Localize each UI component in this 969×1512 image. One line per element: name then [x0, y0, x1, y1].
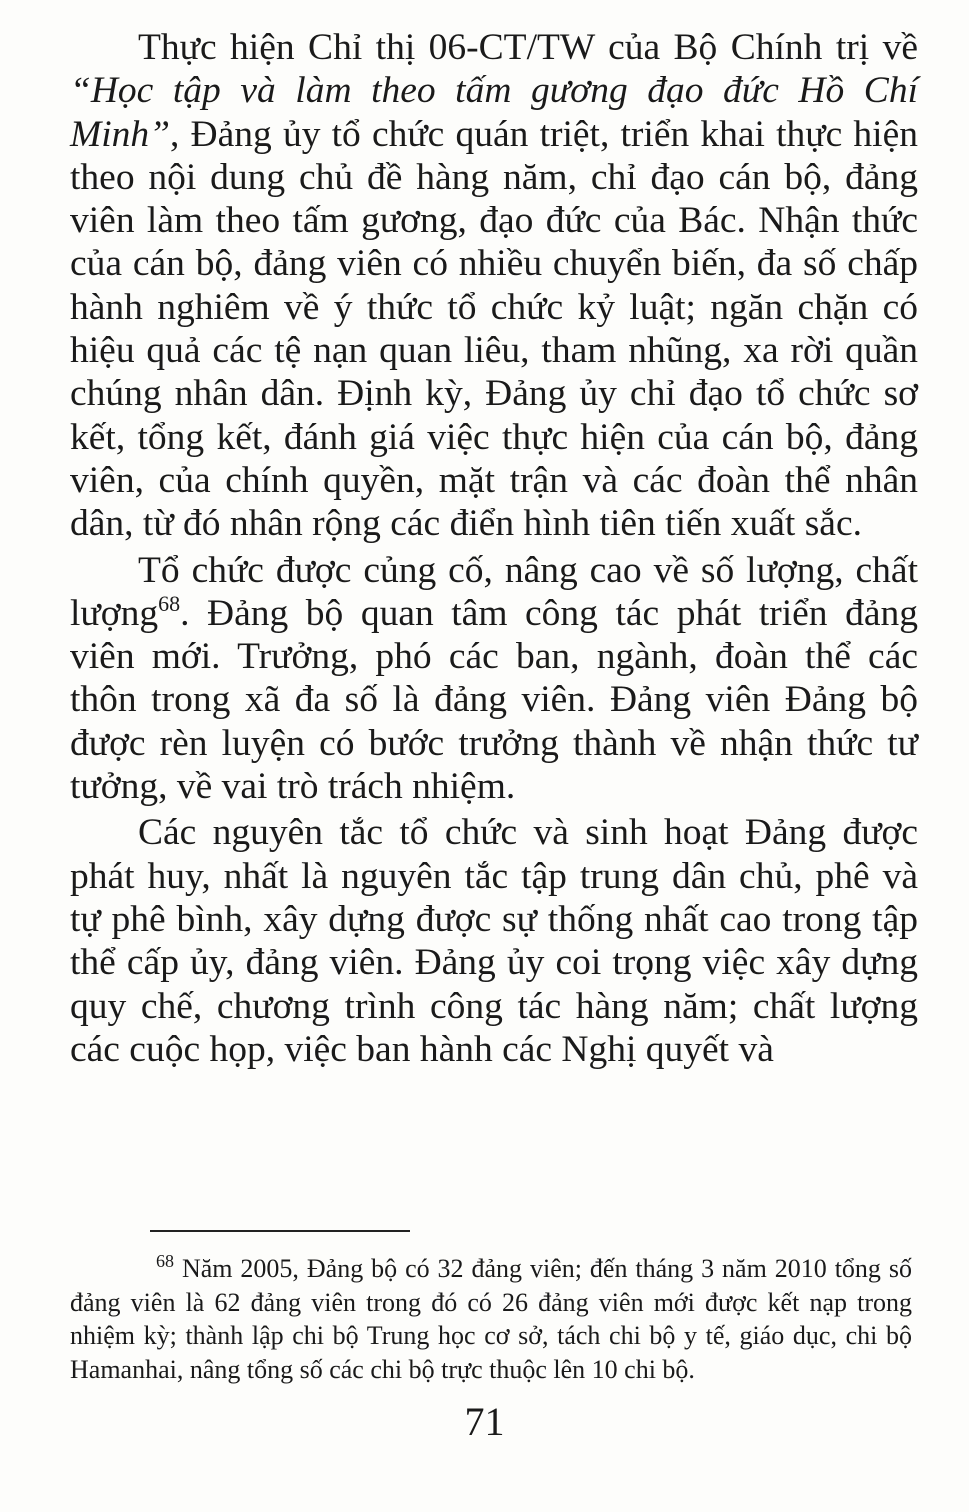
paragraph-2-rest: . Đảng bộ quan tâm công tác phát triển đảng viên mới. Trưởng, phó các ban, ngành, đoàn thể các thôn trong xã đa số là đảng viên. Đảng viên Đảng bộ được rèn luyện có bước trưởng thành về nhận thức tư tưởng, về vai trò trách nhiệm.: [70, 592, 918, 808]
paragraph-3: [70, 811, 918, 1071]
footnote-marker: 68: [156, 1251, 174, 1271]
directive-title-quote: “Học tập và làm theo tấm gương đạo đức Hồ Chí Minh”: [70, 70, 918, 155]
footnote-separator: [150, 1230, 410, 1232]
page-number: 71: [464, 1399, 505, 1444]
paragraph-1-rest: , Đảng ủy tổ chức quán triệt, triển khai thực hiện theo nội dung chủ đề hàng năm, chỉ đạo cán bộ, đảng viên làm theo tấm gương, đạo đức của Bác. Nhận thức của cán bộ, đảng viên có nhiều chuyển biến, đa số chấp hành nghiêm về ý thức tổ chức kỷ luật; ngăn chặn có hiệu quả các tệ nạn quan liêu, tham nhũng, xa rời quần chúng nhân dân. Định kỳ, Đảng ủy chỉ đạo tổ chức sơ kết, tổng kết, đánh giá việc thực hiện của cán bộ, đảng viên, của chính quyền, mặt trận và các đoàn thể nhân dân, từ đó nhân rộng các điển hình tiên tiến xuất sắc.: [70, 113, 918, 545]
footnote-reference: 68: [158, 590, 181, 616]
paragraph-2-lead: Tổ chức được củng cố, nâng cao về số lượng, chất lượng: [70, 549, 918, 634]
paragraph-3-text: Các nguyên tắc tổ chức và sinh hoạt Đảng được phát huy, nhất là nguyên tắc tập trung dân chủ, phê và tự phê bình, xây dựng được sự thống nhất cao trong tập thể cấp ủy, đảng viên. Đảng ủy coi trọng việc xây dựng quy chế, chương trình công tác hàng năm; chất lượng các cuộc họp, việc ban hành các Nghị quyết và: [70, 812, 918, 1070]
paragraph-1: [70, 26, 918, 546]
footnote-text: Năm 2005, Đảng bộ có 32 đảng viên; đến tháng 3 năm 2010 tổng số đảng viên là 62 đảng viên trong đó có 26 đảng viên mới được kết nạp trong nhiệm kỳ; thành lập chi bộ Trung học cơ sở, tách chi bộ y tế, giáo dục, chi bộ Hamanhai, nâng tổng số các chi bộ trực thuộc lên 10 chi bộ.: [70, 1254, 912, 1384]
paragraph-1-lead: Thực hiện Chỉ thị 06-CT/TW của Bộ Chính trị về: [138, 27, 918, 68]
paragraph-2: [70, 549, 918, 809]
footnote: [70, 1252, 912, 1386]
body-text: [70, 26, 918, 1071]
